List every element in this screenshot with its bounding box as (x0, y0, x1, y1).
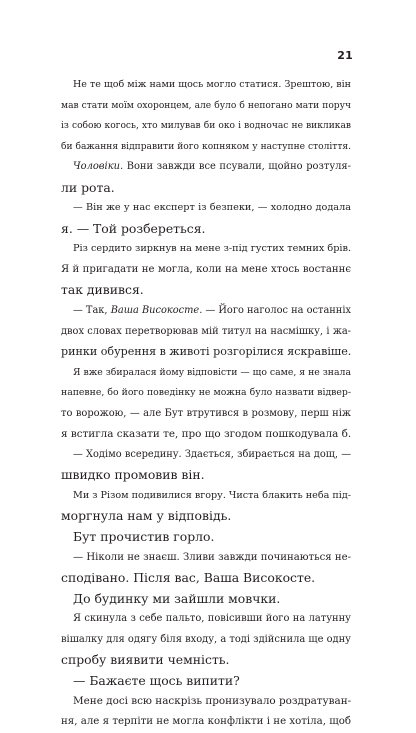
text-run: . — Його наголос на останніх (199, 305, 351, 317)
text-line: би бажання відправити його копняком у наступне століття. (61, 141, 351, 152)
text-line (61, 157, 351, 178)
text-line: Не те щоб між нами щось могло статися. Зрештою, він (73, 79, 351, 90)
text-line: До будинку ми зайшли мовчки. (73, 590, 281, 606)
text-line: так дивився. (61, 282, 144, 298)
text-line: я. — Той розбереться. (61, 220, 206, 236)
text-line: двох словах перетворював мій титул на насмішку, і жа- (61, 325, 351, 337)
text-line: Мене досі всю наскрізь пронизувало роздратуван- (73, 695, 352, 708)
text-line: то ворожою, — але Бут втрутився в розмову, перш ніж (61, 407, 351, 419)
text-line: сподівано. Після вас, Ваша Високосте. (61, 570, 316, 586)
text-line: ня, але я терпіти не могла конфлікти і не хотіла, щоб (61, 715, 351, 727)
text-line: мав стати моїм охоронцем, але було б непогано мати поруч (61, 100, 351, 111)
text-run: — Так, (73, 305, 111, 317)
text-line: — Ніколи не знаєш. Зливи завжди починаються не- (73, 551, 351, 563)
text-run: . Вони завжди все псували, щойно розтуля- (119, 161, 351, 173)
text-line: із собою когось, хто милував би око і водночас не викликав (61, 121, 351, 132)
text-line: Різ сердито зиркнув на мене з-під густих темних брів. (73, 243, 352, 255)
text-line: напевне, бо його поведінку не можна було назвати відвер- (61, 387, 351, 399)
italic-text: Чоловіки (73, 161, 120, 173)
text-line: — Ходімо всередину. Здається, збирається на дощ, — (73, 448, 351, 460)
text-line: Я скинула з себе пальто, повісивши його на латунну (73, 613, 351, 625)
text-line (61, 301, 351, 322)
italic-text: Ваша Високосте (110, 305, 200, 317)
text-line: вішалку для одягу біля входу, а тоді здійснила ще одну (61, 633, 351, 645)
text-line: Бут прочистив горло. (73, 529, 215, 545)
text-line: я встигла сказати те, про що згодом пошкодувала б. (61, 428, 352, 441)
text-line: — Бажаєте щось випити? (73, 672, 240, 688)
text-line: спробу виявити чемність. (61, 652, 230, 668)
text-line: ринки обурення в животі розгорілися яскравіше. (61, 345, 352, 359)
text-line: Ми з Різом подивилися вгору. Чиста блакить неба під- (73, 489, 351, 501)
text-line: швидко промовив він. (61, 467, 205, 483)
text-line: Я й пригадати не могла, коли на мене хтось востаннє (61, 263, 351, 275)
text-line: моргнула нам у відповідь. (61, 508, 232, 524)
page-number: 21 (337, 49, 353, 62)
body-text (61, 75, 351, 733)
text-line: ли рота. (61, 179, 115, 195)
text-line: Я вже збиралася йому відповісти — що саме, я не знала (73, 366, 351, 378)
text-line: — Він же у нас експерт із безпеки, — холодно додала (73, 202, 351, 214)
